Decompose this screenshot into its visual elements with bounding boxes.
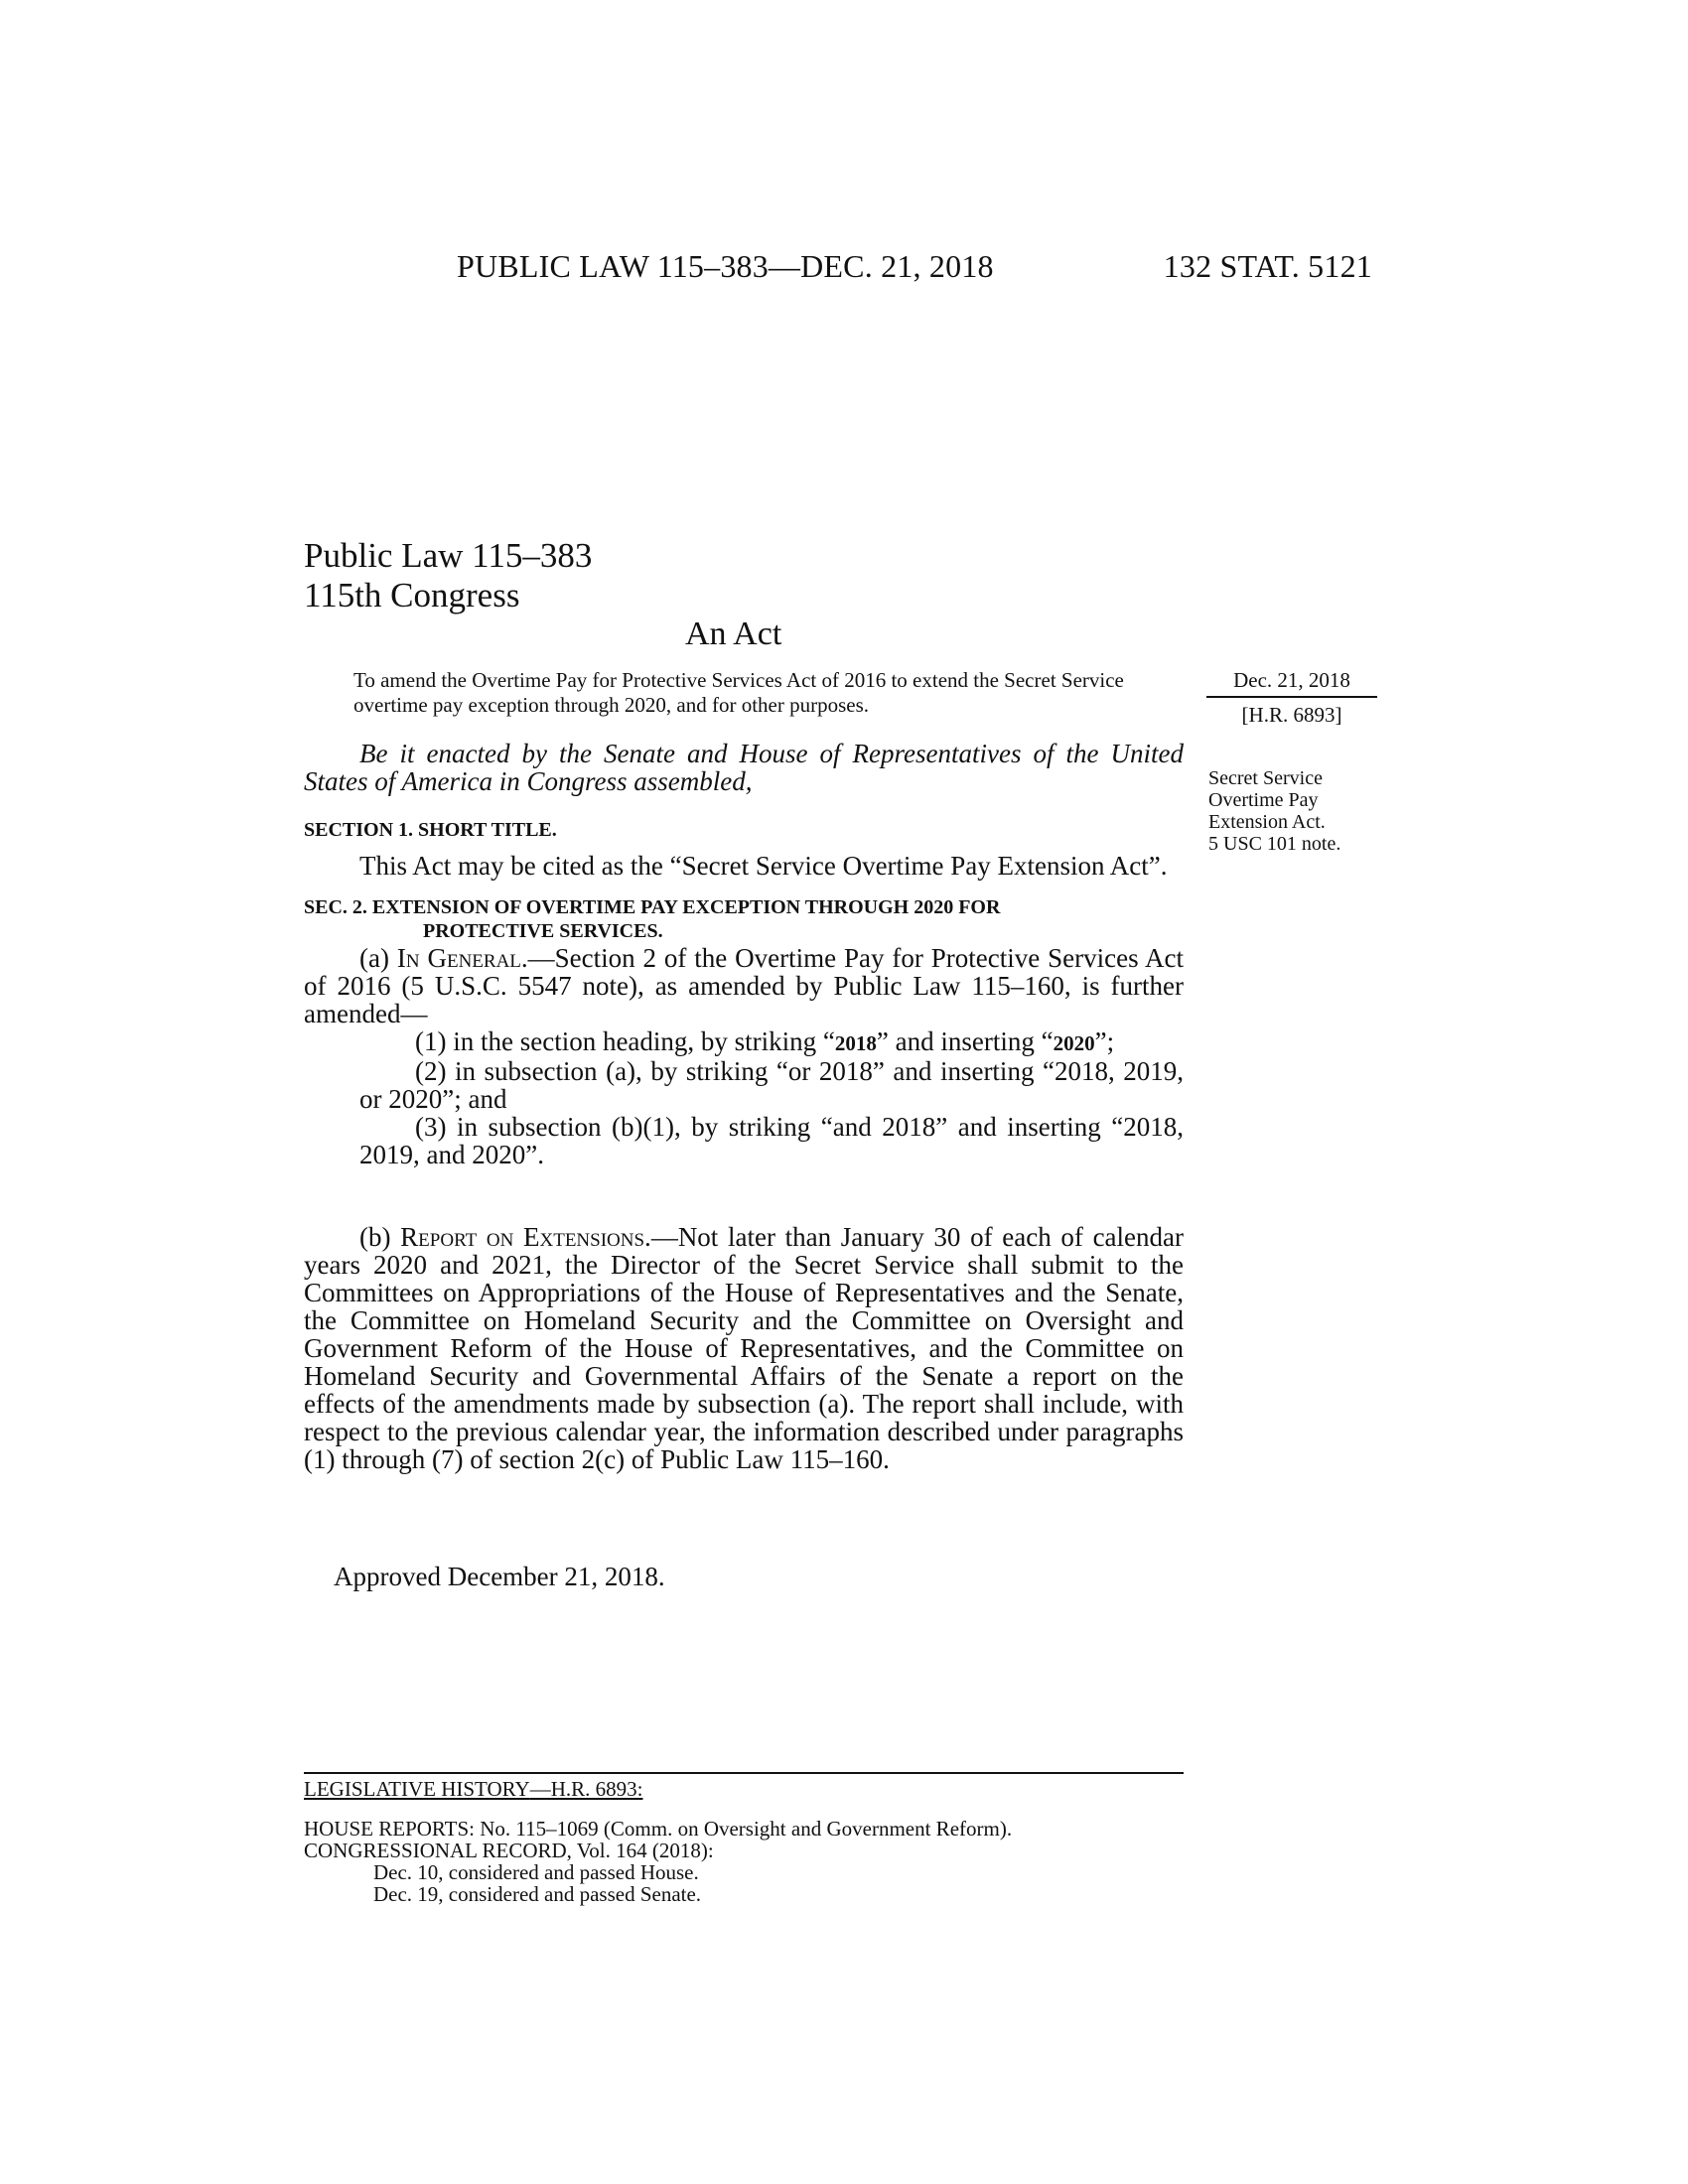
section-2-heading-line1: SEC. 2. EXTENSION OF OVERTIME PAY EXCEPTION THROUGH 2020 FOR (304, 896, 1001, 918)
approval-line: Approved December 21, 2018. (334, 1562, 665, 1591)
margin-note-line: Secret Service (1208, 767, 1323, 789)
law-number: Public Law 115–383 (304, 536, 593, 575)
subsection-a-heading: In General. (396, 943, 528, 973)
enacting-clause: Be it enacted by the Senate and House of Representatives of the United States of America in Congress assembled, (304, 739, 1184, 796)
legislative-history-label: LEGISLATIVE HISTORY (304, 1777, 530, 1801)
paragraph-3: (3) in subsection (b)(1), by striking “and 2018” and inserting “2018, 2019, and 2020”. (359, 1112, 1184, 1169)
section-2-heading (304, 895, 1184, 943)
purpose-clause: To amend the Overtime Pay for Protective Services Act of 2016 to extend the Secret Service overtime pay exception through 2020, and for other purposes. (353, 668, 1124, 717)
paragraph-1-text: ” and inserting “ (876, 1026, 1054, 1056)
paragraph-1-bold-year: 2020 (1053, 1031, 1095, 1055)
margin-notes (1208, 767, 1382, 855)
section-1-heading: SECTION 1. SHORT TITLE. (304, 819, 557, 841)
subsection-a (304, 944, 1184, 1027)
margin-note-line: Overtime Pay (1208, 789, 1319, 811)
paragraph-1 (304, 1027, 1184, 1057)
margin-note-line: 5 USC 101 note. (1208, 833, 1341, 855)
congress-number: 115th Congress (304, 576, 520, 614)
running-header-left: PUBLIC LAW 115–383—DEC. 21, 2018 (457, 248, 994, 284)
subsection-a-text: —Section 2 of the Overtime Pay for Protective Services Act of 2016 (5 U.S.C. 5547 note), as amended by Public Law 115–160, is further amended— (304, 943, 1184, 1028)
paragraph-2: (2) in subsection (a), by striking “or 2018” and inserting “2018, 2019, or 2020”; and (359, 1056, 1184, 1114)
subsection-b-text: —Not later than January 30 of each of calendar years 2020 and 2021, the Director of the Secret Service shall submit to the Committees on Appropriations of the House of Representatives and the Senate, the Committee on Homeland Security and the Committee on Oversight and Government Reform of the House of Representatives, and the Committee on Homeland Security and Governmental Affairs of the Senate a report on the effects of the amendments made by subsection (a). The report shall include, with respect to the previous calendar year, the information described under paragraphs (1) through (7) of section 2(c) of Public Law 115–160. (304, 1222, 1184, 1474)
margin-date: Dec. 21, 2018 (1206, 668, 1377, 698)
subsection-a-block (304, 944, 1184, 1168)
section-1-text: This Act may be cited as the “Secret Service Overtime Pay Extension Act”. (359, 851, 1168, 881)
subsection-b (304, 1223, 1184, 1473)
subsection-b-lead: (b) (359, 1222, 401, 1252)
paragraph-1-text: (1) in the section heading, by striking “ (415, 1026, 835, 1056)
section-2-heading-line2: PROTECTIVE SERVICES. (423, 920, 663, 942)
paragraph-1-bold-year: 2018 (834, 1031, 877, 1055)
act-heading: An Act (685, 615, 782, 652)
margin-bill-number: [H.R. 6893] (1241, 703, 1342, 727)
house-reports: HOUSE REPORTS: No. 115–1069 (Comm. on Oversight and Government Reform). (304, 1817, 1013, 1841)
subsection-a-lead: (a) (359, 943, 397, 973)
page-number: 132 STAT. 5121 (1163, 248, 1372, 284)
legislative-history-title (304, 1778, 1197, 1800)
subsection-b-heading: Report on Extensions. (400, 1222, 651, 1252)
legislative-history-bill: —H.R. 6893: (529, 1777, 643, 1801)
law-title-block (304, 536, 592, 615)
history-action: Dec. 19, considered and passed Senate. (373, 1882, 702, 1906)
paragraph-1-text: ”; (1094, 1026, 1115, 1056)
margin-note-line: Extension Act. (1208, 811, 1326, 833)
congressional-record: CONGRESSIONAL RECORD, Vol. 164 (2018): (304, 1839, 714, 1862)
history-action: Dec. 10, considered and passed House. (373, 1860, 699, 1884)
footnote-divider (304, 1772, 1184, 1774)
legislative-history-body (304, 1818, 1197, 1905)
